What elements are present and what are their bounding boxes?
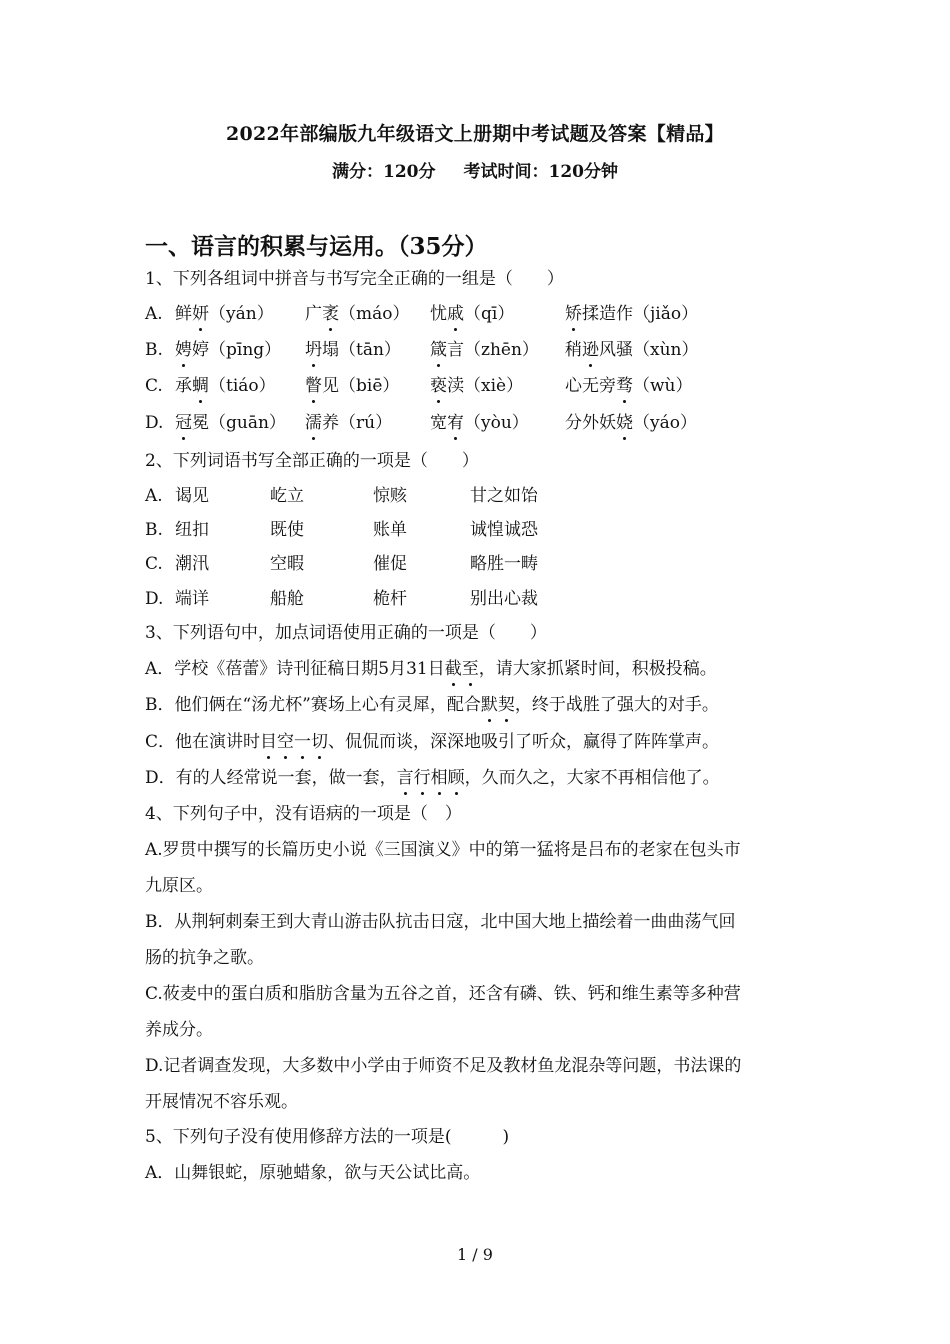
option-label: D. [145,589,164,609]
item-prefix: 稍 [565,340,582,360]
option-text: D．有的人经常说一套，做一套， [145,768,397,788]
option-item [175,339,281,361]
item-suffix: 渎（xiè） [447,376,524,396]
emphasis-char: 亵 [430,376,447,396]
exam-info [0,157,950,182]
item-suffix: 风骚（xùn） [599,340,699,360]
emphasis-char: 骛 [616,376,633,396]
option-word: 端详 [175,589,209,609]
page-number: 1 / 9 [457,1245,493,1264]
option-label: C. [145,376,163,396]
item-prefix: 心无旁 [565,376,616,396]
emphasis-char: 娆 [616,413,633,433]
emphasis-char: 一 [294,732,312,752]
emphasis-char: 宥 [447,413,464,433]
question-2-stem: 2、下列词语书写全部正确的一项是（ ） [145,451,479,471]
question-5-stem: 5、下列句子没有使用修辞方法的一项是( ) [145,1127,510,1147]
option-item [565,303,698,325]
option-item [305,303,410,325]
emphasis-char: 目 [260,732,278,752]
emphasis-char: 瞥 [305,376,322,396]
item-prefix: 承 [175,376,192,396]
question-4-line: 九原区。 [145,876,213,896]
full-score: 满分：120分 [332,162,436,182]
option-item [565,375,693,397]
option-word: 惊赅 [373,486,407,506]
option-word: 账单 [373,520,407,540]
option-item [305,339,401,361]
item-suffix: 揉造作（jiǎo） [582,304,699,324]
question-2-option [145,553,645,575]
question-4-line: A.罗贯中撰写的长篇历史小说《三国演义》中的第一猛将是吕布的老家在包头市 [145,840,741,860]
option-word: 纽扣 [175,520,209,540]
question-4-line: 肠的抗争之歌。 [145,948,264,968]
question-3-option [145,731,719,753]
option-text: ，终于战胜了强大的对手。 [514,695,719,715]
item-suffix: （yòu） [464,413,529,433]
item-prefix: 宽 [430,413,447,433]
option-item [430,303,514,325]
emphasis-char: 妍 [192,304,209,324]
question-3-option [145,658,717,680]
option-word: 船舱 [270,589,304,609]
option-word: 潮汛 [175,554,209,574]
item-suffix: 冕（guān） [192,413,286,433]
option-text: A．学校《蓓蕾》诗刊征稿日期5月31日 [145,659,445,679]
emphasis-char: 空 [277,732,295,752]
emphasis-char: 坍 [305,340,322,360]
item-prefix: 鲜 [175,304,192,324]
item-suffix: 见（biē） [322,376,400,396]
item-prefix: 广 [305,304,322,324]
question-4-line: C.莜麦中的蛋白质和脂肪含量为五谷之首，还含有磷、铁、钙和维生素等多种营 [145,984,741,1004]
option-item [430,339,539,361]
option-text: C．他在演讲时 [145,732,261,752]
option-item [175,412,286,434]
emphasis-char: 濡 [305,413,322,433]
document-title: 2022年部编版九年级语文上册期中考试题及答案【精品】 [226,123,724,145]
option-item [305,375,399,397]
option-word: 空暇 [270,554,304,574]
option-item [175,375,276,397]
emphasis-char: 顾 [447,768,465,788]
emphasis-char: 至 [461,659,479,679]
question-3-option [145,694,719,716]
emphasis-char: 戚 [447,304,464,324]
question-5-option-a: A．山舞银蛇，原驰蜡象，欲与天公试比高。 [145,1163,481,1183]
item-prefix: 忧 [430,304,447,324]
option-label: D. [145,413,164,433]
section-heading: 一、语言的积累与运用。（35分） [145,233,488,260]
option-word: 屹立 [270,486,304,506]
item-suffix: 婷（pīng） [192,340,282,360]
question-4-line: B．从荆轲刺秦王到大青山游击队抗击日寇，北中国大地上描绘着一曲曲荡气回 [145,912,736,932]
question-1-option [145,303,845,325]
item-suffix: 养（rú） [322,413,393,433]
emphasis-char: 言 [396,768,414,788]
item-suffix: （qī） [464,304,515,324]
item-suffix: （wù） [633,376,693,396]
emphasis-char: 矫 [565,304,582,324]
option-item [430,375,523,397]
option-word: 谒见 [175,486,209,506]
question-4-line: D.记者调查发现，大多数中小学由于师资不足及教材鱼龙混杂等问题，书法课的 [145,1056,742,1076]
question-3-stem: 3、下列语句中，加点词语使用正确的一项是（ ） [145,623,547,643]
item-suffix: （yáo） [633,413,697,433]
emphasis-char: 冠 [175,413,192,433]
question-4-line: 开展情况不容乐观。 [145,1092,298,1112]
emphasis-char: 箴 [430,340,447,360]
option-word: 诚惶诚恐 [470,520,538,540]
question-4-line: 养成分。 [145,1020,213,1040]
emphasis-char: 娉 [175,340,192,360]
item-suffix: （máo） [339,304,410,324]
item-suffix: （yán） [209,304,274,324]
option-text: ，请大家抓紧时间，积极投稿。 [478,659,717,679]
option-word: 略胜一畴 [470,554,538,574]
option-text: ，久而久之，大家不再相信他了。 [464,768,720,788]
option-item [305,412,392,434]
option-label: B. [145,340,163,360]
emphasis-char: 契 [497,695,515,715]
option-word: 桅杆 [373,589,407,609]
question-1-option [145,339,845,361]
option-item [175,303,274,325]
option-label: B. [145,520,163,540]
option-text: 、侃侃而谈，深深地吸引了听众，赢得了阵阵掌声。 [328,732,720,752]
emphasis-char: 默 [480,695,498,715]
option-item [430,412,529,434]
option-word: 催促 [373,554,407,574]
item-prefix: 分外妖 [565,413,616,433]
question-2-option [145,485,645,507]
question-4-stem: 4、下列句子中，没有语病的一项是（ ） [145,804,462,824]
item-suffix: 塌（tān） [322,340,401,360]
emphasis-char: 袤 [322,304,339,324]
question-2-option [145,519,645,541]
item-suffix: （tiáo） [209,376,276,396]
option-word: 甘之如饴 [470,486,538,506]
emphasis-char: 切 [311,732,329,752]
option-word: 既使 [270,520,304,540]
emphasis-char: 行 [413,768,431,788]
item-suffix: 言（zhēn） [447,340,539,360]
question-3-option [145,767,720,789]
exam-time: 考试时间：120分钟 [463,162,618,182]
emphasis-char: 逊 [582,340,599,360]
option-label: A. [145,486,163,506]
question-1-stem: 1、下列各组词中拼音与书写完全正确的一组是（ ） [145,269,564,289]
question-1-option [145,375,845,397]
option-label: C. [145,554,163,574]
emphasis-char: 蜩 [192,376,209,396]
emphasis-char: 截 [444,659,462,679]
question-1-option [145,412,845,434]
option-label: A. [145,304,163,324]
option-word: 别出心裁 [470,589,538,609]
emphasis-char: 相 [430,768,448,788]
option-text: B．他们俩在“汤尤杯”赛场上心有灵犀，配合 [145,695,481,715]
option-item [565,339,699,361]
question-2-option [145,588,645,610]
option-item [565,412,697,434]
